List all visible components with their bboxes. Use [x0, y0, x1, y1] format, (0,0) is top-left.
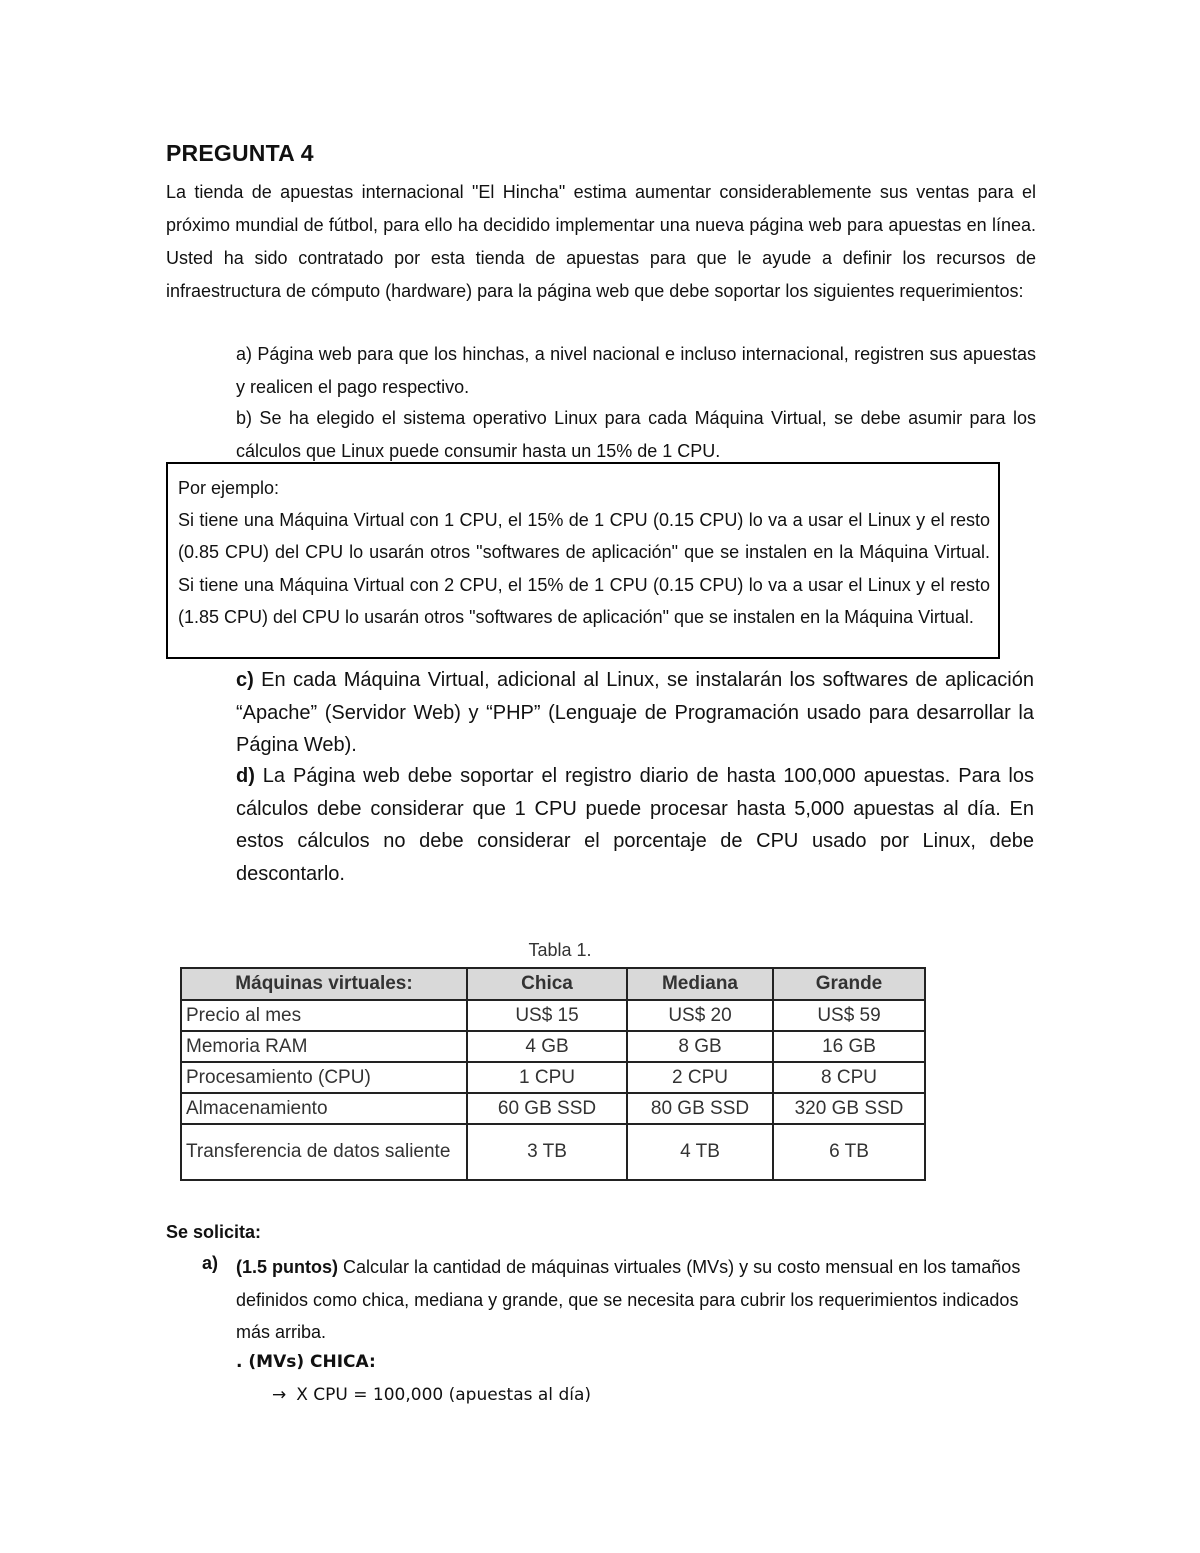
table-header: Mediana: [627, 968, 773, 1000]
table-cell: US$ 20: [627, 1000, 773, 1031]
request-heading: Se solicita:: [166, 1222, 262, 1242]
table-row: [181, 1124, 925, 1180]
requirement-a: a) Página web para que los hinchas, a nivel nacional e incluso internacional, registren sus apuestas y realicen el pago respectivo.: [236, 344, 1036, 397]
table-cell: 4 GB: [467, 1031, 627, 1062]
table-cell: Almacenamiento: [181, 1093, 467, 1124]
table-cell: 2 CPU: [627, 1062, 773, 1093]
table-caption: Tabla 1.: [528, 940, 592, 960]
table-cell: 320 GB SSD: [773, 1093, 925, 1124]
request-a-points: (1.5 puntos): [236, 1257, 338, 1277]
question-title: PREGUNTA 4: [166, 140, 314, 166]
table-cell: 80 GB SSD: [627, 1093, 773, 1124]
table-cell: Memoria RAM: [181, 1031, 467, 1062]
requirement-c: [236, 664, 1034, 762]
table-cell: Precio al mes: [181, 1000, 467, 1031]
requirement-c-label: c): [236, 669, 254, 691]
table-row: [181, 1093, 925, 1124]
table-cell: 4 TB: [627, 1124, 773, 1180]
table-cell: 1 CPU: [467, 1062, 627, 1093]
request-a-label: a): [202, 1253, 219, 1273]
request-a: [236, 1251, 1036, 1349]
right-arrow-icon: →: [272, 1385, 287, 1405]
table-cell: 6 TB: [773, 1124, 925, 1180]
table-header: Chica: [467, 968, 627, 1000]
example-title: Por ejemplo:: [178, 478, 280, 498]
table-header: Máquinas virtuales:: [181, 968, 467, 1000]
requirement-b: b) Se ha elegido el sistema operativo Linux para cada Máquina Virtual, se debe asumir para los cálculos que Linux puede consumir hasta un 15% de 1 CPU.: [236, 408, 1036, 461]
calc-text: X CPU = 100,000 (apuestas al día): [296, 1385, 592, 1405]
requirement-d: [236, 760, 1034, 890]
table-cell: US$ 15: [467, 1000, 627, 1031]
table-header: Grande: [773, 968, 925, 1000]
table-row: [181, 1000, 925, 1031]
requirement-d-label: d): [236, 765, 255, 787]
requirement-d-text: La Página web debe soportar el registro diario de hasta 100,000 apuestas. Para los cálculos debe considerar que 1 CPU puede procesar hasta 5,000 apuestas al día. En estos cálculos no debe considerar el porcentaje de CPU usado por Linux, debe descontarlo.: [236, 765, 1034, 885]
vm-table: [180, 967, 926, 1181]
table-row: [181, 1031, 925, 1062]
example-text: Si tiene una Máquina Virtual con 1 CPU, el 15% de 1 CPU (0.15 CPU) lo va a usar el Linux y el resto (0.85 CPU) del CPU lo usarán otros "softwares de aplicación" que se instalen en la Máquina Virtual. Si tiene una Máquina Virtual con 2 CPU, el 15% de 1 CPU (0.15 CPU) lo va a usar el Linux y el resto (1.85 CPU) del CPU lo usarán otros "softwares de aplicación" que se instalen en la Máquina Virtual.: [178, 510, 990, 628]
table-cell: 60 GB SSD: [467, 1093, 627, 1124]
mv-chica-heading: . (MVs) CHICA:: [236, 1352, 376, 1372]
table-cell: Procesamiento (CPU): [181, 1062, 467, 1093]
example-box: [166, 462, 1000, 659]
table-row: [181, 1062, 925, 1093]
calc-line: [272, 1385, 591, 1405]
table-cell: 8 GB: [627, 1031, 773, 1062]
requirement-c-text: En cada Máquina Virtual, adicional al Linux, se instalarán los softwares de aplicación “Apache” (Servidor Web) y “PHP” (Lenguaje de Programación usado para desarrollar la Página Web).: [236, 669, 1034, 756]
table-header-row: [181, 968, 925, 1000]
table-cell: 16 GB: [773, 1031, 925, 1062]
table-cell: 3 TB: [467, 1124, 627, 1180]
table-cell: Transferencia de datos saliente: [181, 1124, 467, 1180]
table-cell: 8 CPU: [773, 1062, 925, 1093]
request-a-text: Calcular la cantidad de máquinas virtuales (MVs) y su costo mensual en los tamaños definidos como chica, mediana y grande, que se necesita para cubrir los requerimientos indicados más arriba.: [236, 1257, 1021, 1342]
table-cell: US$ 59: [773, 1000, 925, 1031]
intro-paragraph: La tienda de apuestas internacional "El Hincha" estima aumentar considerablemente sus ventas para el próximo mundial de fútbol, para ello ha decidido implementar una nueva página web para apuestas en línea. Usted ha sido contratado por esta tienda de apuestas para que le ayude a definir los recursos de infraestructura de cómputo (hardware) para la página web que debe soportar los siguientes requerimientos:: [166, 182, 1036, 301]
